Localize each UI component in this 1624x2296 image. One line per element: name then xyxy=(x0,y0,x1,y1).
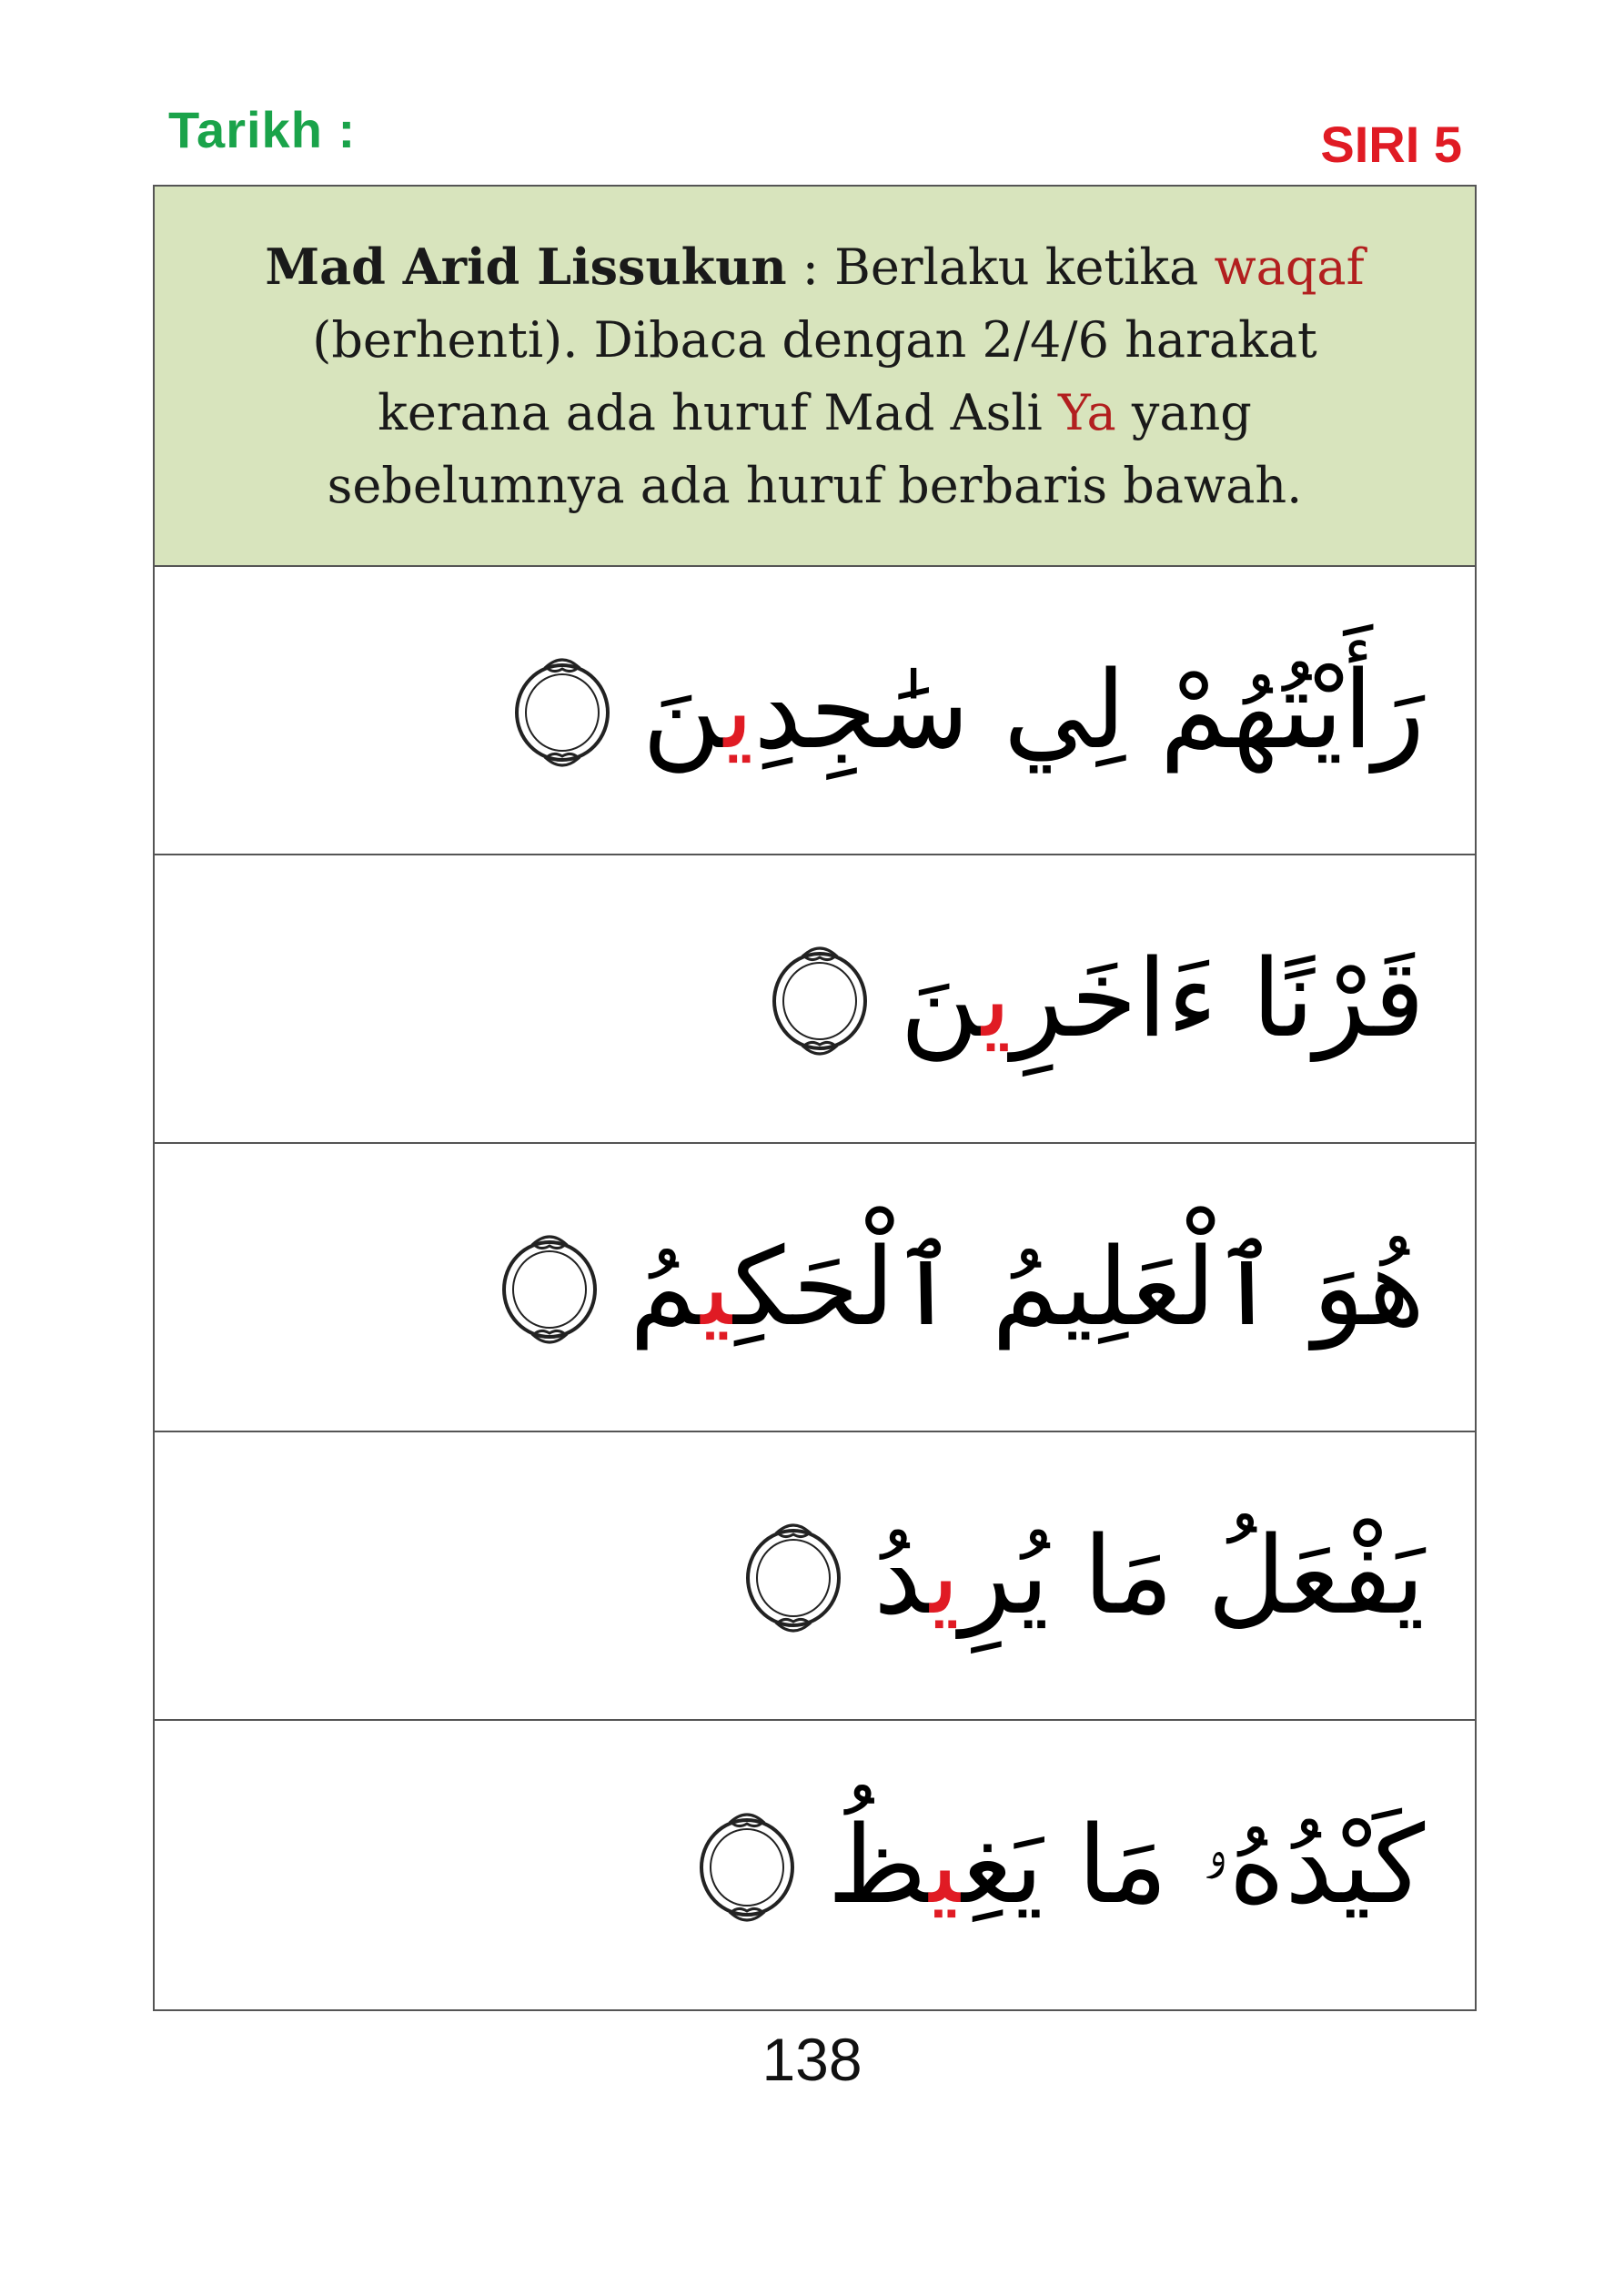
worksheet-table xyxy=(153,185,1477,2011)
ayah-end-marker-icon xyxy=(495,1228,604,1346)
verse-row xyxy=(155,855,1475,1144)
rule-term: Mad Arid Lissukun xyxy=(265,237,787,296)
ayah-end-marker-icon xyxy=(692,1805,802,1924)
rule-line1: : Berlaku ketika xyxy=(786,238,1215,296)
series-label: SIRI 5 xyxy=(1320,116,1462,173)
rule-text xyxy=(265,230,1364,522)
verse-row xyxy=(155,1144,1475,1432)
verse-row xyxy=(155,1432,1475,1721)
rule-highlight-waqaf: waqaf xyxy=(1214,238,1365,296)
date-label: Tarikh : xyxy=(168,101,357,158)
mad-letter-ya: ي xyxy=(723,646,754,773)
rule-line4: sebelumnya ada huruf berbaris bawah. xyxy=(327,456,1303,514)
mad-letter-ya: ي xyxy=(930,1512,961,1638)
rule-explanation-box xyxy=(155,187,1475,567)
ayah-end-marker-icon xyxy=(765,939,874,1057)
rule-highlight-ya: Ya xyxy=(1058,383,1116,441)
ayah-end-marker-icon xyxy=(739,1516,848,1634)
verse-text: قَرْنًا ءَاخَرِينَ xyxy=(900,935,1425,1061)
verse-row xyxy=(155,567,1475,855)
verse-row xyxy=(155,1721,1475,2009)
rule-line3-end: yang xyxy=(1115,383,1252,441)
verse-text: يَفْعَلُ مَا يُرِيدُ xyxy=(873,1512,1425,1638)
rule-line2: (berhenti). Dibaca dengan 2/4/6 harakat xyxy=(312,310,1317,369)
mad-letter-ya: ي xyxy=(701,1223,734,1350)
verse-text: رَأَيْتُهُمْ لِي سَٰجِدِينَ xyxy=(641,646,1425,773)
page-number: 138 xyxy=(762,2026,862,2093)
verse-text: كَيْدُهُۥ مَا يَغِيظُ xyxy=(827,1801,1425,1927)
ayah-end-marker-icon xyxy=(508,651,617,769)
mad-letter-ya: ي xyxy=(982,935,1012,1061)
mad-letter-ya: ي xyxy=(929,1801,962,1927)
verse-text: هُوَ ٱلْعَلِيمُ ٱلْحَكِيمُ xyxy=(629,1223,1425,1350)
rule-line3: kerana ada huruf Mad Asli xyxy=(378,383,1058,441)
